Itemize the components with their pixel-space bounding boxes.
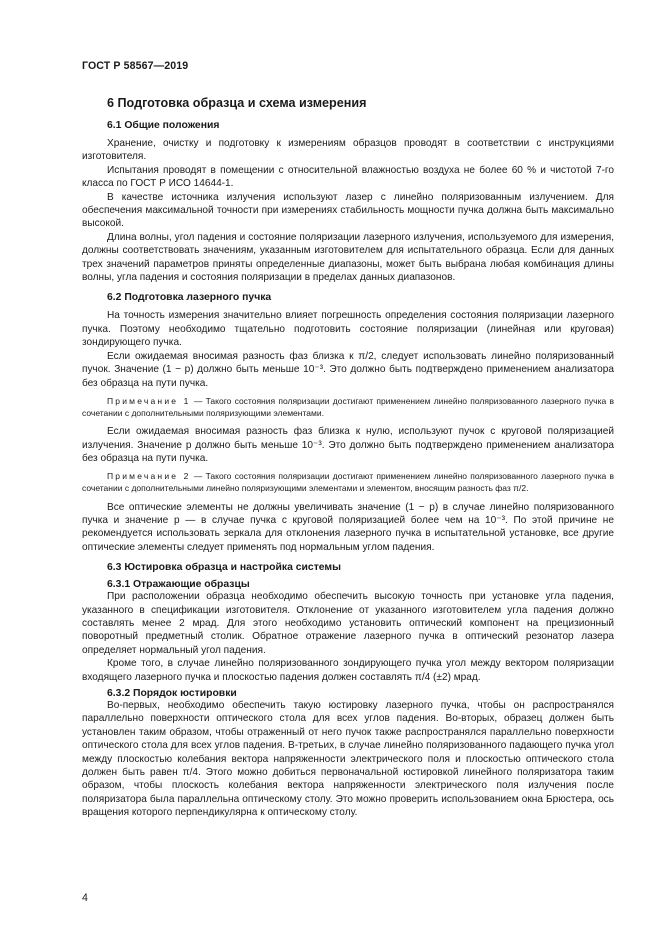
paragraph: Если ожидаемая вносимая разность фаз близка к π/2, следует использовать линейно поляризованный пучок. Значение (1 − p) должно быть меньше 10⁻³. Это должно быть подтверждено применением анализатора без образца на пути пучка. (82, 350, 614, 389)
section-title: 6 Подготовка образца и схема измерения (107, 96, 367, 110)
subsection-title-6-3-2: 6.3.2 Порядок юстировки (107, 687, 237, 699)
paragraph: В качестве источника излучения используют лазер с линейно поляризованным излучением. Для обеспечения максимальной точности при измерениях стабильность мощности пучка должна быть максимально высокой. (82, 191, 614, 230)
paragraph: Кроме того, в случае линейно поляризованного зондирующего пучка угол между вектором поляризации входящего лазерного пучка и плоскостью падения должен составлять π/4 (±2) мрад. (82, 658, 614, 683)
note-label: Примечание 2 (107, 471, 191, 482)
subsection-title-6-2: 6.2 Подготовка лазерного пучка (107, 292, 272, 304)
document-header: ГОСТ Р 58567—2019 (82, 60, 189, 72)
subsection-title-6-3: 6.3 Юстировка образца и настройка системы (107, 562, 341, 574)
page-number: 4 (82, 892, 88, 904)
paragraph: Испытания проводят в помещении с относительной влажностью воздуха не более 60 % и чистотой 7-го класса по ГОСТ Р ИСО 14644-1. (82, 164, 614, 190)
paragraph: Если ожидаемая вносимая разность фаз близка к нулю, используют пучок с круговой поляризацией излучения. Значение p должно быть меньше 10⁻³. Это должно быть подтверждено применением анализатора без образца на пути пучка. (82, 426, 614, 464)
paragraph: Все оптические элементы не должны увеличивать значение (1 − p) в случае линейно поляризованного пучка и значение p — в случае пучка с круговой поляризацией более чем на 10⁻³. По этой причине не рекомендуется использовать зеркала для отклонения лазерного пучка в испытательной установке, все другие оптические элементы следует применять под нормальным углом падения. (82, 501, 614, 553)
paragraph: Во-первых, необходимо обеспечить такую юстировку лазерного пучка, чтобы он распространялся параллельно поверхности оптического стола для всех углов падения. Во-вторых, образец должен быть установлен таким образом, чтобы отраженный от него пучок также распространялся параллельно поверхности оптического стола для всех углов падения. В-третьих, в случае линейно поляризованного падающего пучка угол между плоскостью колебания вектора напряженности электрического поля и плоскостью оптического стола должен быть равен π/4. Этого можно добиться первоначальной юстировкой линейного поляризатора таким образом, чтобы плоскость колебания вектора напряженности электрического поля излучения после поляризатора была параллельна оптическому столу. Это можно проверить использованием окна Брюстера, ось вращения которого перпендикулярна к оптическому столу. (82, 699, 614, 819)
note-label: Примечание 1 (107, 395, 191, 406)
note-2 (82, 471, 614, 494)
paragraph: Длина волны, угол падения и состояние поляризации лазерного излучения, используемого для измерения, должны соответствовать значениям, указанным изготовителем для испытательного образца. Если для данных трех значений параметров приняты определенные диапазоны, может быть выбрана любая комбинация длины волны, угла падения и состояния поляризации в пределах данных диапазонов. (82, 231, 614, 284)
note-1 (82, 396, 614, 419)
paragraph: При расположении образца необходимо обеспечить высокую точность при установке угла падения, указанного в спецификации изготовителя. Отклонение от указанного изготовителем угла падения должно составлять менее 2 мрад. Для этого необходимо установить оптический компонент на прецизионный поворотный предметный столик. Обратное отражение лазерного пучка в оптический резонатор лазера определяет нормальный угол падения. (82, 591, 614, 656)
subsection-title-6-1: 6.1 Общие положения (107, 120, 220, 131)
note-text: — Такого состояния поляризации достигают применением линейно поляризованного лазерного пучка в сочетании с дополнительными линейно поляризующими элементами и элементом, вносящим разность фаз π/2. (82, 471, 614, 493)
subsection-title-6-3-1: 6.3.1 Отражающие образцы (107, 579, 250, 591)
note-text: — Такого состояния поляризации достигают применением линейно поляризованного лазерного пучка в сочетании с дополнительными поляризующими элементами. (82, 395, 614, 418)
paragraph: На точность измерения значительно влияет погрешность определения состояния поляризации лазерного пучка. Поэтому необходимо тщательно подготовить состояние поляризации (линейная или круговая) зондирующего пучка. (82, 310, 614, 349)
document-page (82, 60, 614, 820)
paragraph: Хранение, очистку и подготовку к измерениям образцов проводят в соответствии с инструкциями изготовителя. (82, 138, 614, 163)
